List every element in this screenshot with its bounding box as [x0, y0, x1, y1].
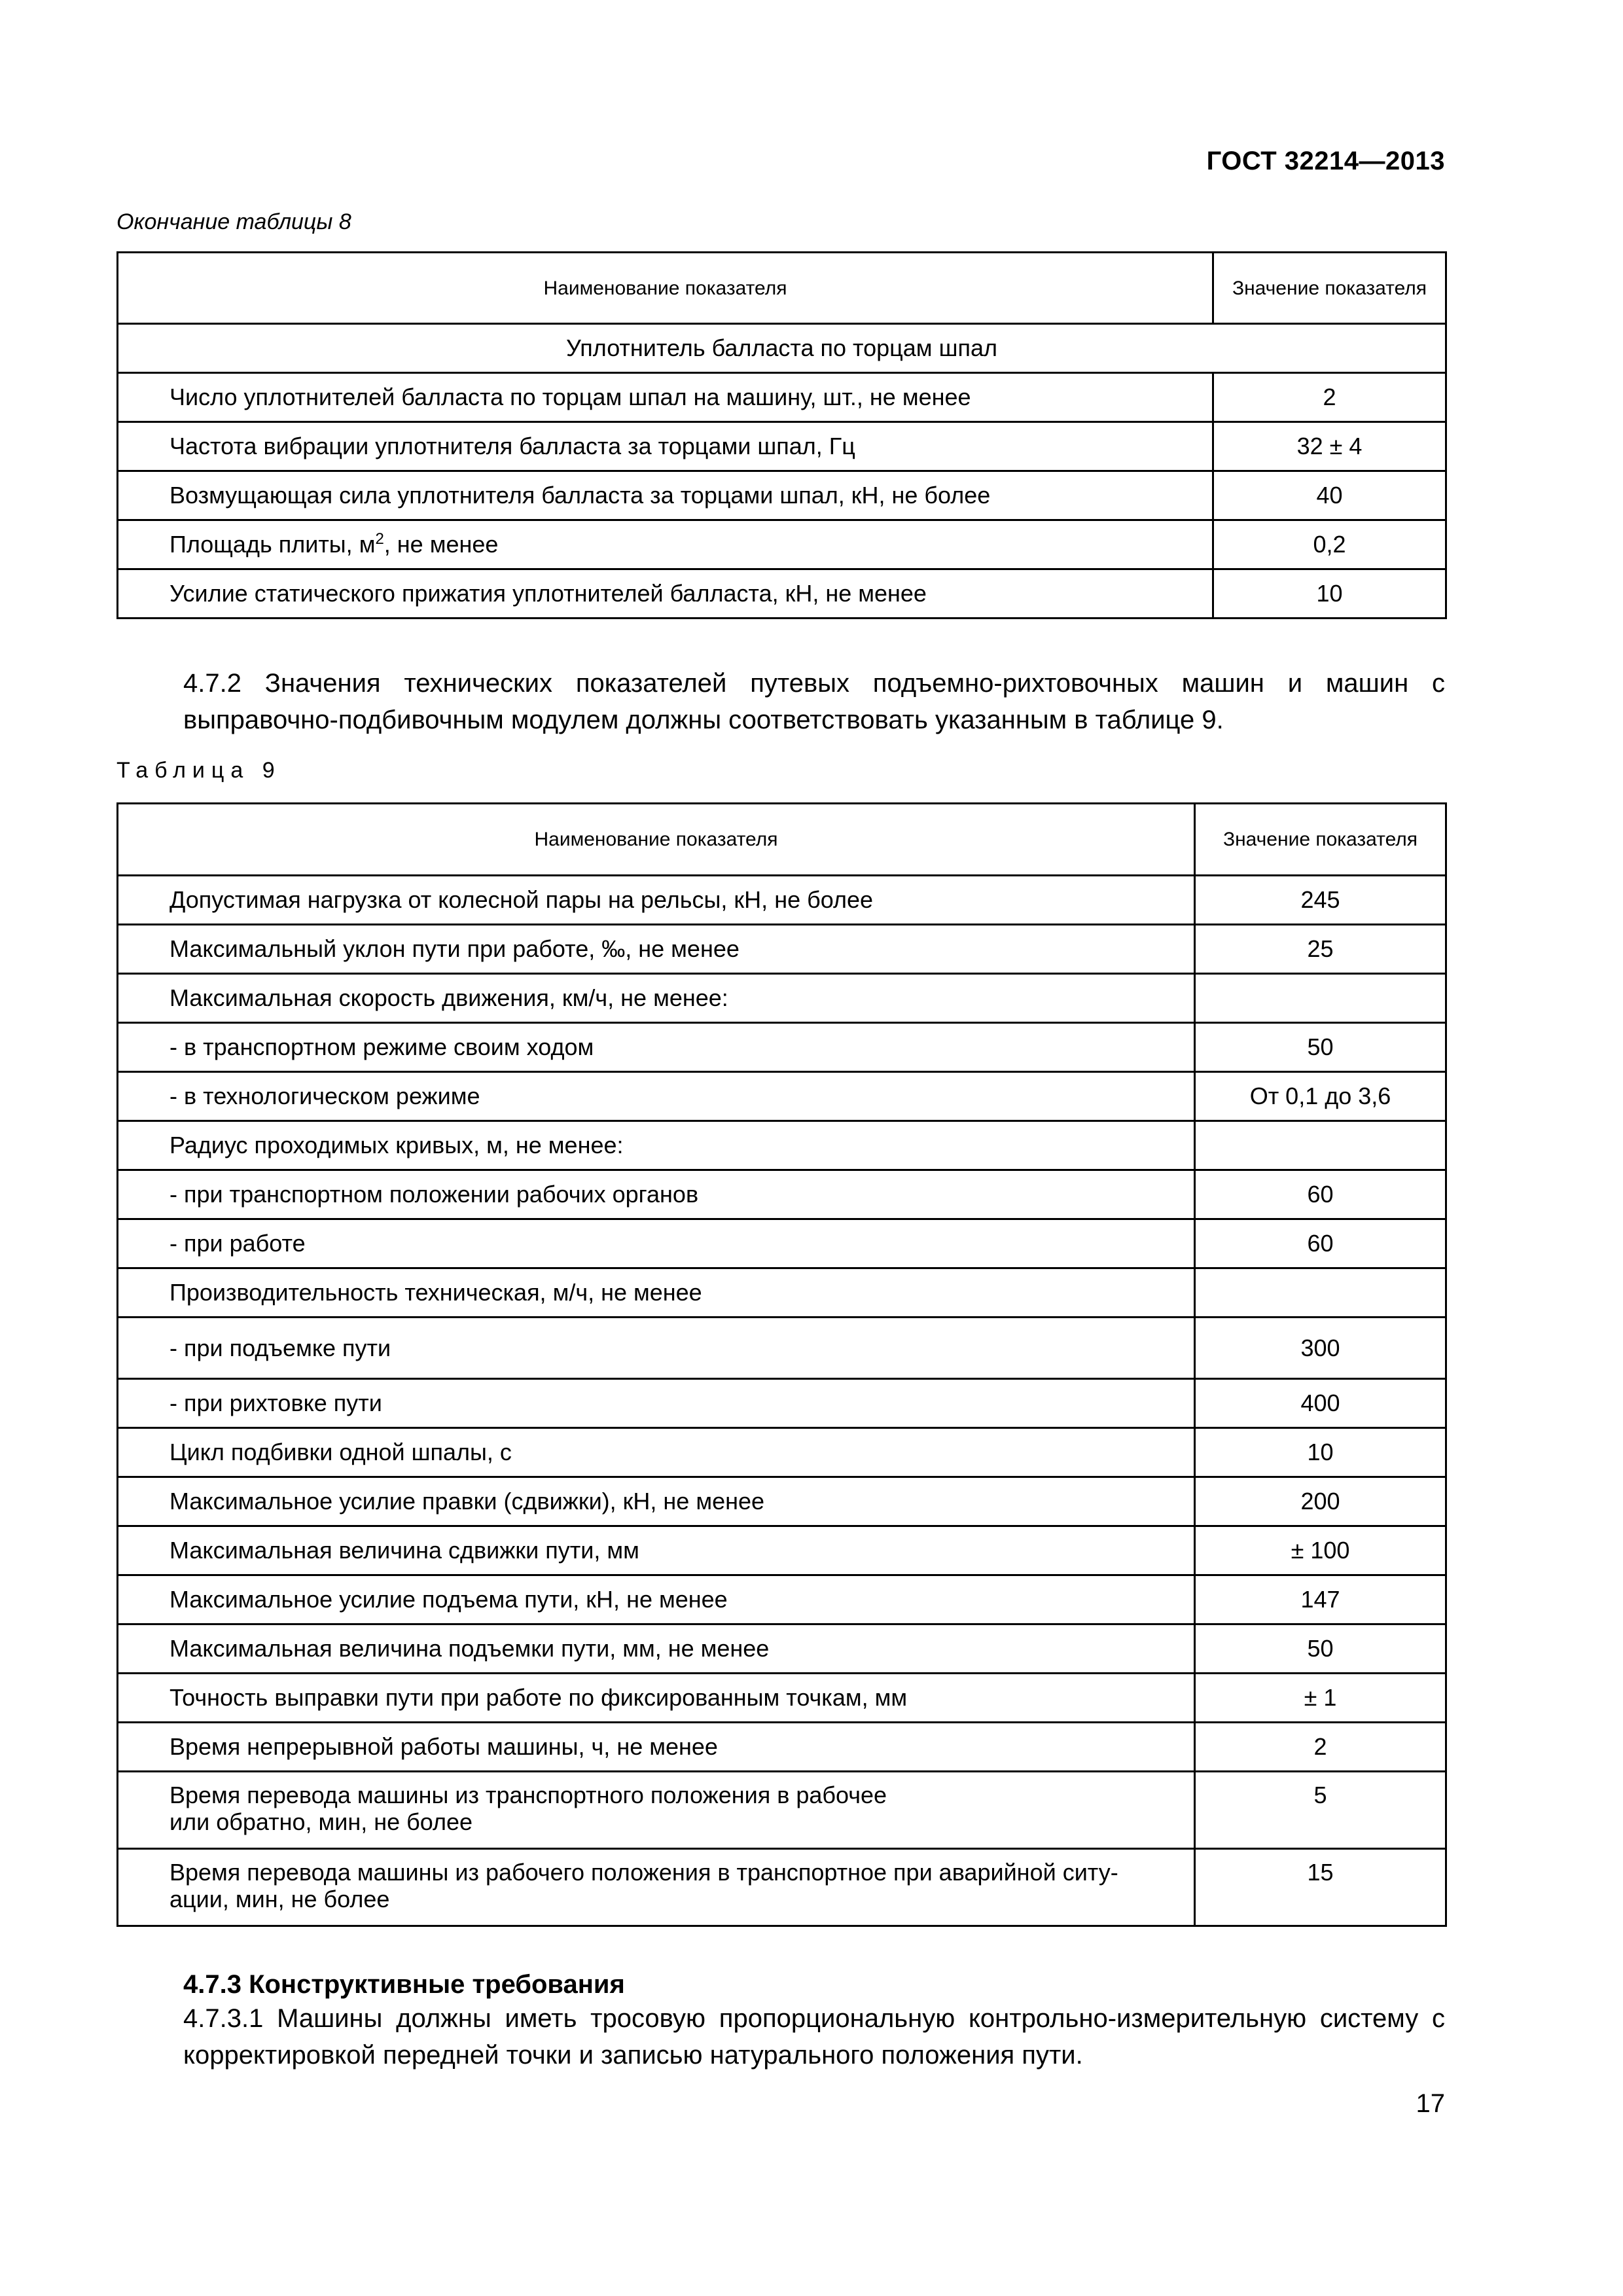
row-value: [1195, 1121, 1446, 1170]
paragraph-4-7-2: [116, 665, 1445, 738]
table-row: [118, 925, 1446, 974]
row-value: [1195, 974, 1446, 1023]
table-9: [116, 802, 1447, 1927]
row-name: - в технологическом режиме: [118, 1072, 1195, 1121]
table-row: [118, 373, 1446, 422]
row-name: - в транспортном режиме своим ходом: [118, 1023, 1195, 1072]
row-name: Производительность техническая, м/ч, не менее: [118, 1268, 1195, 1318]
row-value: 60: [1195, 1170, 1446, 1219]
column-header-name: Наименование показателя: [118, 253, 1213, 324]
column-header-value: Значение показателя: [1213, 253, 1446, 324]
row-name: Число уплотнителей балласта по торцам шпал на машину, шт., не менее: [118, 373, 1213, 422]
table-8: [116, 251, 1447, 619]
row-value: ± 100: [1195, 1526, 1446, 1575]
table-row: [118, 1170, 1446, 1219]
table-row: [118, 1428, 1446, 1477]
table-row: [118, 422, 1446, 471]
row-name: Возмущающая сила уплотнителя балласта за торцами шпал, кН, не более: [118, 471, 1213, 520]
row-name: Точность выправки пути при работе по фиксированным точкам, мм: [118, 1674, 1195, 1723]
row-value: 10: [1195, 1428, 1446, 1477]
row-name: - при подъемке пути: [118, 1318, 1195, 1379]
row-name-text-suffix: , не менее: [383, 531, 499, 558]
table-header-row: [118, 253, 1446, 324]
row-value: 10: [1213, 569, 1446, 619]
row-name: Максимальная величина сдвижки пути, мм: [118, 1526, 1195, 1575]
row-name-line: Время перевода машины из рабочего положения в транспортное при аварийной ситу-: [169, 1859, 1118, 1886]
row-value: ± 1: [1195, 1674, 1446, 1723]
table-row: [118, 1379, 1446, 1428]
row-value: 50: [1195, 1023, 1446, 1072]
table-row: [118, 1624, 1446, 1674]
table-row: [118, 471, 1446, 520]
row-name: Максимальное усилие подъема пути, кН, не менее: [118, 1575, 1195, 1624]
row-name: - при работе: [118, 1219, 1195, 1268]
row-name: - при транспортном положении рабочих органов: [118, 1170, 1195, 1219]
table-row: [118, 520, 1446, 569]
row-value: 147: [1195, 1575, 1446, 1624]
row-name: Время непрерывной работы машины, ч, не менее: [118, 1723, 1195, 1772]
table-row: [118, 876, 1446, 925]
table-row: [118, 1674, 1446, 1723]
paragraph-text: 4.7.3.1 Машины должны иметь тросовую пропорциональную контрольно-измерительную систему с корректировкой передней точки и записью натурального положения пути.: [183, 2004, 1445, 2070]
table-row: [118, 1072, 1446, 1121]
table-row: [118, 1219, 1446, 1268]
row-name-line: или обратно, мин, не более: [169, 1808, 473, 1836]
row-name: Допустимая нагрузка от колесной пары на рельсы, кН, не более: [118, 876, 1195, 925]
row-name-line: ации, мин, не более: [169, 1886, 390, 1913]
row-value: От 0,1 до 3,6: [1195, 1072, 1446, 1121]
row-value: 300: [1195, 1318, 1446, 1379]
row-name: [118, 1849, 1195, 1926]
table-row: [118, 974, 1446, 1023]
table8-caption: Окончание таблицы 8: [116, 209, 351, 234]
row-value: 25: [1195, 925, 1446, 974]
row-name: Усилие статического прижатия уплотнителей балласта, кН, не менее: [118, 569, 1213, 619]
table-row: [118, 1526, 1446, 1575]
table-row: [118, 569, 1446, 619]
table-section-row: [118, 324, 1446, 373]
column-header-value: Значение показателя: [1195, 804, 1446, 876]
row-value: 245: [1195, 876, 1446, 925]
row-name: Максимальная скорость движения, км/ч, не менее:: [118, 974, 1195, 1023]
table-row: [118, 1849, 1446, 1926]
paragraph-text: 4.7.2 Значения технических показателей путевых подъемно-рихтовочных машин и машин с выправочно-подбивочным модулем должны соответствовать указанным в таблице 9.: [183, 669, 1445, 734]
table-row: [118, 1023, 1446, 1072]
table9-caption: Таблица 9: [116, 758, 281, 783]
row-name: Максимальная величина подъемки пути, мм, не менее: [118, 1624, 1195, 1674]
section-heading-4-7-3: 4.7.3 Конструктивные требования: [183, 1970, 625, 1999]
row-value: 200: [1195, 1477, 1446, 1526]
row-name: - при рихтовке пути: [118, 1379, 1195, 1428]
row-name: Частота вибрации уплотнителя балласта за торцами шпал, Гц: [118, 422, 1213, 471]
row-value: 0,2: [1213, 520, 1446, 569]
column-header-name: Наименование показателя: [118, 804, 1195, 876]
row-name-text: Площадь плиты, м: [169, 531, 376, 558]
row-value: 2: [1213, 373, 1446, 422]
row-name: Максимальное усилие правки (сдвижки), кН, не менее: [118, 1477, 1195, 1526]
row-name: [118, 520, 1213, 569]
table-row: [118, 1575, 1446, 1624]
document-header-standard: ГОСТ 32214—2013: [1206, 147, 1445, 175]
table-row: [118, 1772, 1446, 1849]
row-name: Максимальный уклон пути при работе, ‰, не менее: [118, 925, 1195, 974]
table-row: [118, 1318, 1446, 1379]
table-header-row: [118, 804, 1446, 876]
row-value: 32 ± 4: [1213, 422, 1446, 471]
row-value: 2: [1195, 1723, 1446, 1772]
row-value: 15: [1195, 1849, 1446, 1926]
page-number: 17: [1416, 2089, 1445, 2118]
row-value: 60: [1195, 1219, 1446, 1268]
row-value: 5: [1195, 1772, 1446, 1849]
section-title: Уплотнитель балласта по торцам шпал: [118, 324, 1446, 373]
row-value: 50: [1195, 1624, 1446, 1674]
table-row: [118, 1723, 1446, 1772]
row-name-line: Время перевода машины из транспортного положения в рабочее: [169, 1782, 887, 1808]
row-value: 400: [1195, 1379, 1446, 1428]
row-name: Цикл подбивки одной шпалы, с: [118, 1428, 1195, 1477]
paragraph-4-7-3-1: [116, 2000, 1445, 2073]
row-name: Радиус проходимых кривых, м, не менее:: [118, 1121, 1195, 1170]
row-name-superscript: 2: [375, 530, 384, 548]
table-row: [118, 1477, 1446, 1526]
row-name: [118, 1772, 1195, 1849]
table-row: [118, 1121, 1446, 1170]
row-value: [1195, 1268, 1446, 1318]
row-value: 40: [1213, 471, 1446, 520]
table-row: [118, 1268, 1446, 1318]
